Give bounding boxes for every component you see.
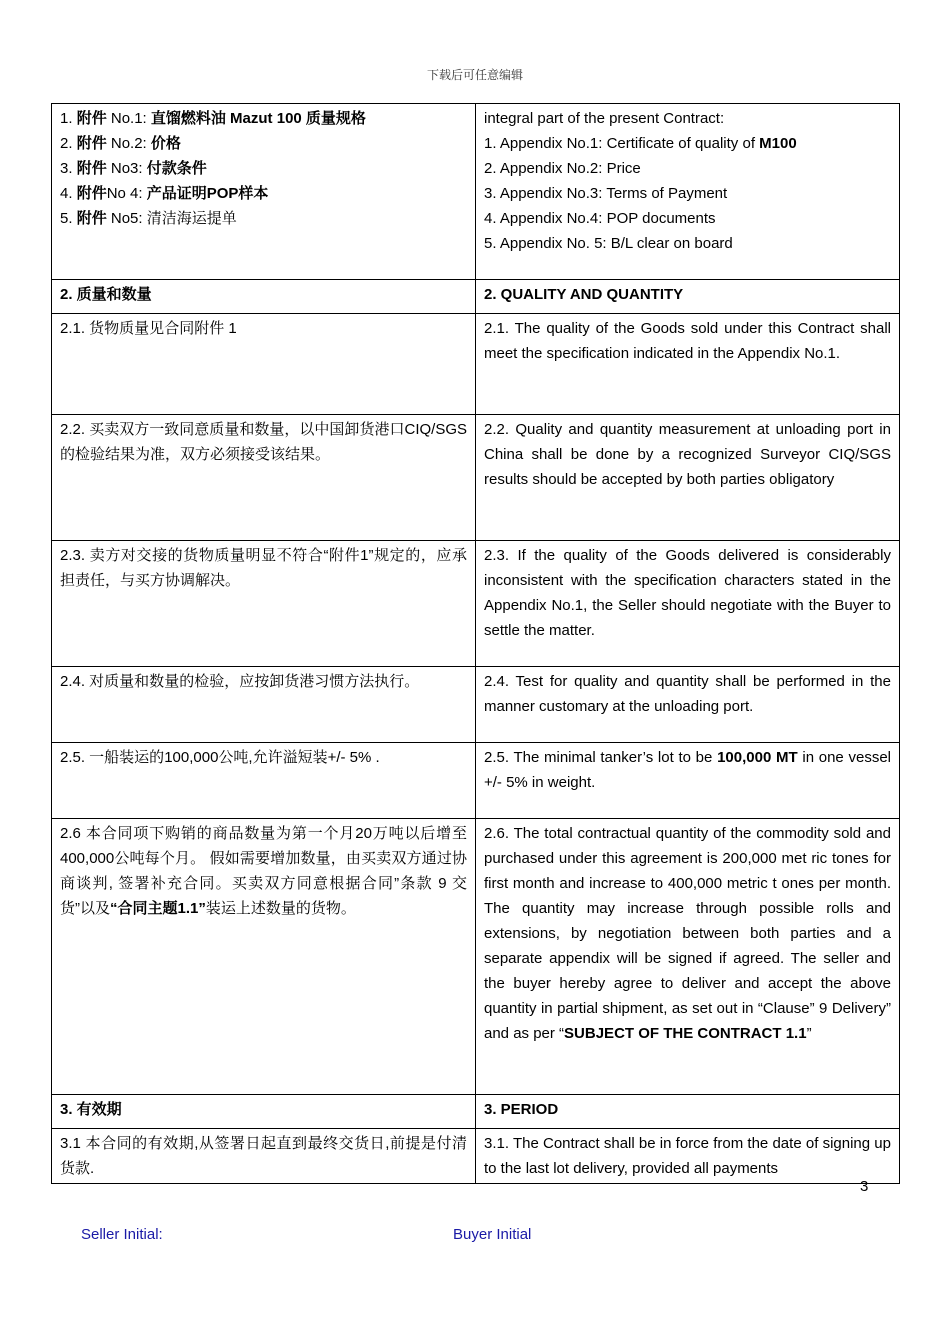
clause-2-2-cn: 2.2. 买卖双方一致同意质量和数量，以中国卸货港口CIQ/SGS 的检验结果为准，双方必须接受该结果。 bbox=[52, 415, 476, 541]
list-item: 1. 附件 No.1: 直馏燃料油 Mazut 100 质量规格 bbox=[60, 110, 366, 127]
appendix-list-en bbox=[476, 104, 900, 280]
clause-2-5-en: 2.5. The minimal tanker’s lot to be 100,000 MT in one vessel +/- 5% in weight. bbox=[476, 743, 900, 819]
table-row bbox=[52, 743, 900, 819]
section-heading-en: 2. QUALITY AND QUANTITY bbox=[476, 280, 900, 314]
list-item: 2. 附件 No.2: 价格 bbox=[60, 135, 181, 152]
list-item: 1. Appendix No.1: Certificate of quality of M100 bbox=[484, 135, 797, 152]
clause-2-1-en: 2.1. The quality of the Goods sold under this Contract shall meet the specification indicated in the Appendix No.1. bbox=[476, 314, 900, 415]
table-row bbox=[52, 1129, 900, 1184]
seller-initial: Seller Initial: bbox=[81, 1226, 163, 1243]
clause-2-2-en: 2.2. Quality and quantity measurement at unloading port in China shall be done by a recognized Surveyor CIQ/SGS results should be accepted by both parties obligatory bbox=[476, 415, 900, 541]
page-header-note: 下载后可任意编辑 bbox=[426, 68, 523, 82]
table-row bbox=[52, 280, 900, 314]
list-item: 3. Appendix No.3: Terms of Payment bbox=[484, 185, 728, 202]
clause-2-5-cn: 2.5. 一船装运的100,000公吨,允许溢短装+/- 5% . bbox=[52, 743, 476, 819]
clause-2-6-cn: 2.6 本合同项下购销的商品数量为第一个月20万吨以后增至400,000公吨每个月。 假如需要增加数量，由买卖双方通过协商谈判, 签署补充合同。买卖双方同意根据合同”条款 9 交货”以及“合同主题1.1”装运上述数量的货物。 bbox=[52, 819, 476, 1095]
clause-2-4-en: 2.4. Test for quality and quantity shall be performed in the manner customary at the unloading port. bbox=[476, 667, 900, 743]
clause-2-1-cn: 2.1. 货物质量见合同附件 1 bbox=[52, 314, 476, 415]
clause-2-3-cn: 2.3. 卖方对交接的货物质量明显不符合“附件1”规定的，应承担责任，与买方协调解决。 bbox=[52, 541, 476, 667]
list-item: 2. Appendix No.2: Price bbox=[484, 160, 641, 177]
clause-2-6-en: 2.6. The total contractual quantity of the commodity sold and purchased under this agreement is 200,000 met ric tones for first month and increase to 400,000 metric t ones per month. The quantity may increase through possible rolls and extensions, by negotiation between both parties and a separate appendix will be signed if agreed. The seller and the buyer hereby agree to deliver and accept the above quantity in partial shipment, as set out in “Clause” 9 Delivery” and as per “SUBJECT OF THE CONTRACT 1.1” bbox=[476, 819, 900, 1095]
list-item: 5. Appendix No. 5: B/L clear on board bbox=[484, 235, 733, 252]
list-item: integral part of the present Contract: bbox=[484, 110, 725, 127]
list-item: 3. 附件 No3: 付款条件 bbox=[60, 160, 207, 177]
appendix-list-cn bbox=[52, 104, 476, 280]
clause-2-4-cn: 2.4. 对质量和数量的检验，应按卸货港习惯方法执行。 bbox=[52, 667, 476, 743]
buyer-initial: Buyer Initial bbox=[453, 1226, 532, 1243]
section-heading-cn: 3. 有效期 bbox=[52, 1095, 476, 1129]
table-row bbox=[52, 415, 900, 541]
clause-3-1-cn: 3.1 本合同的有效期,从签署日起直到最终交货日,前提是付清货款. bbox=[52, 1129, 476, 1184]
list-item: 5. 附件 No5: 清洁海运提单 bbox=[60, 210, 237, 227]
list-item: 4. Appendix No.4: POP documents bbox=[484, 210, 716, 227]
section-heading-cn: 2. 质量和数量 bbox=[52, 280, 476, 314]
table-row bbox=[52, 314, 900, 415]
table-row bbox=[52, 1095, 900, 1129]
list-item: 4. 附件No 4: 产品证明POP样本 bbox=[60, 185, 269, 202]
table-row bbox=[52, 819, 900, 1095]
table-row bbox=[52, 541, 900, 667]
clause-2-3-en: 2.3. If the quality of the Goods delivered is considerably inconsistent with the specification characters stated in the Appendix No.1, the Seller should negotiate with the Buyer to settle the matter. bbox=[476, 541, 900, 667]
table-row bbox=[52, 104, 900, 280]
clause-3-1-en: 3.1. The Contract shall be in force from the date of signing up to the last lot delivery, provided all payments bbox=[476, 1129, 900, 1184]
page-number: 3 bbox=[860, 1178, 869, 1195]
contract-table bbox=[51, 103, 900, 1184]
table-row bbox=[52, 667, 900, 743]
section-heading-en: 3. PERIOD bbox=[476, 1095, 900, 1129]
